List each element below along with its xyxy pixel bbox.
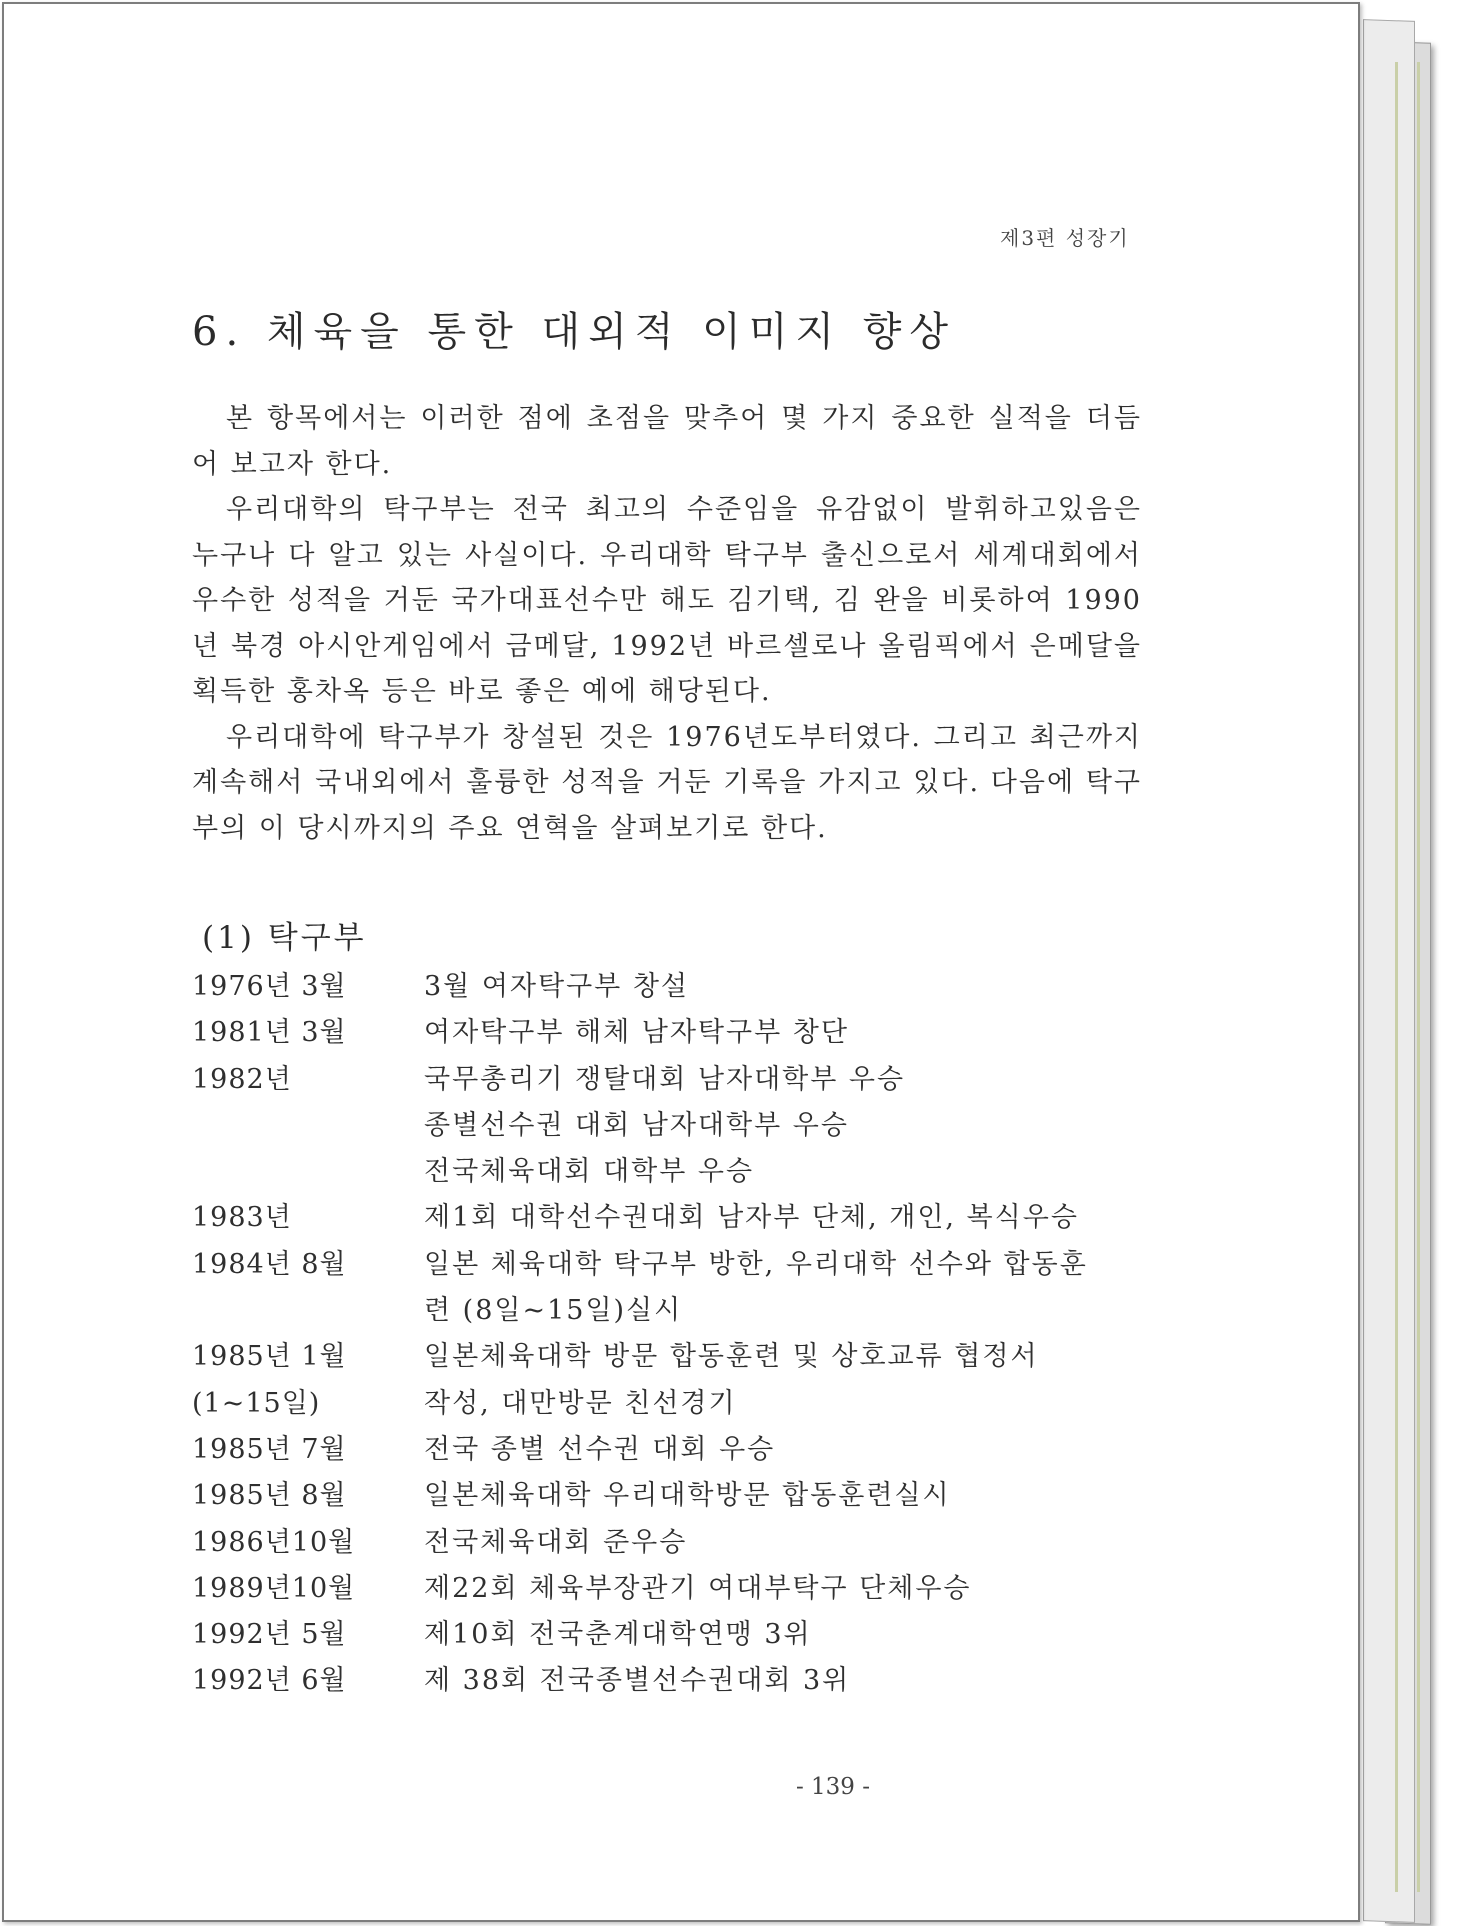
timeline-event: 일본체육대학 우리대학방문 합동훈련실시 (424, 1480, 951, 1512)
timeline-event: 련 (8일~15일)실시 (424, 1295, 683, 1327)
timeline-event: 제10회 전국춘계대학연맹 3위 (424, 1619, 812, 1651)
timeline-event: 전국 종별 선수권 대회 우승 (424, 1433, 776, 1465)
paragraph: 우리대학의 탁구부는 전국 최고의 수준임을 유감없이 발휘하고있음은 누구나 다 알고 있는 사실이다. 우리대학 탁구부 출신으로서 세계대회에서 우수한 성적을 거둔 국가대표선수만 해도 김기택, 김 완을 비롯하여 1990년 북경 아시안게임에서 금메달, 1992년 바르셀로나 올림픽에서 은메달을 획득한 홍차옥 등은 바로 좋은 예에 해당된다. (192, 494, 1142, 707)
timeline-date (192, 1149, 424, 1195)
timeline-event: 3월 여자탁구부 창설 (424, 971, 689, 1002)
running-header: 제3편 성장기 (1000, 226, 1130, 250)
timeline-date (192, 1103, 424, 1149)
timeline-row (192, 1242, 1142, 1288)
timeline-row (192, 1520, 1142, 1566)
page-number: - 139 - (795, 1774, 871, 1800)
timeline-date: 1992년 5월 (192, 1619, 347, 1651)
timeline-row (192, 1473, 1142, 1519)
timeline-row (192, 1057, 1142, 1103)
timeline-event: 제22회 체육부장관기 여대부탁구 단체우승 (424, 1572, 972, 1604)
timeline-row (192, 1103, 1142, 1149)
timeline-date: 1986년10월 (192, 1526, 356, 1558)
timeline-event: 국무총리기 쟁탈대회 남자대학부 우승 (424, 1063, 906, 1095)
body-text (192, 396, 1142, 851)
page-edge-line (1395, 62, 1398, 1892)
timeline-event: 일본 체육대학 탁구부 방한, 우리대학 선수와 합동훈 (424, 1248, 1088, 1280)
timeline-event: 일본체육대학 방문 합동훈련 및 상호교류 협정서 (424, 1341, 1039, 1373)
timeline-row (192, 964, 1142, 1010)
timeline-row (192, 1427, 1142, 1473)
document-page (2, 2, 1360, 1922)
timeline-event: 제 38회 전국종별선수권대회 3위 (424, 1665, 851, 1697)
book-page-edges (1355, 2, 1455, 1924)
timeline-date: 1981년 3월 (192, 1017, 347, 1049)
timeline-date: 1983년 (192, 1202, 292, 1234)
page-edge-middle (1363, 19, 1415, 1923)
timeline-row (192, 1566, 1142, 1612)
timeline-date: 1985년 8월 (192, 1480, 347, 1512)
timeline-date: (1~15일) (192, 1387, 321, 1419)
timeline-event: 전국체육대회 대학부 우승 (424, 1156, 755, 1188)
subsection-title: (1) 탁구부 (202, 920, 367, 956)
timeline-event: 여자탁구부 해체 남자탁구부 창단 (424, 1017, 849, 1049)
timeline-row (192, 1612, 1142, 1658)
timeline-row (192, 1149, 1142, 1195)
history-timeline (192, 964, 1142, 1705)
paragraph: 우리대학에 탁구부가 창설된 것은 1976년도부터였다. 그리고 최근까지 계속해서 국내외에서 훌륭한 성적을 거둔 기록을 가지고 있다. 다음에 탁구부의 이 당시까지의 주요 연혁을 살펴보기로 한다. (192, 721, 1142, 844)
paragraph: 본 항목에서는 이러한 점에 초점을 맞추어 몇 가지 중요한 실적을 더듬어 보고자 한다. (192, 403, 1142, 480)
timeline-date: 1989년10월 (192, 1572, 356, 1604)
timeline-date: 1985년 1월 (192, 1341, 347, 1373)
timeline-date: 1984년 8월 (192, 1248, 347, 1280)
timeline-row (192, 1288, 1142, 1334)
timeline-event: 전국체육대회 준우승 (424, 1526, 688, 1558)
timeline-date: 1982년 (192, 1063, 292, 1095)
timeline-row (192, 1381, 1142, 1427)
timeline-row (192, 1195, 1142, 1241)
timeline-event: 제1회 대학선수권대회 남자부 단체, 개인, 복식우승 (424, 1202, 1079, 1234)
timeline-date: 1985년 7월 (192, 1433, 347, 1465)
timeline-date: 1976년 3월 (192, 971, 347, 1002)
timeline-row (192, 1658, 1142, 1704)
timeline-date (192, 1288, 424, 1334)
timeline-event: 작성, 대만방문 친선경기 (424, 1387, 737, 1419)
page-edge-line (1417, 62, 1420, 1892)
section-title: 6. 체육을 통한 대외적 이미지 향상 (192, 309, 957, 355)
timeline-event: 종별선수권 대회 남자대학부 우승 (424, 1109, 849, 1141)
timeline-date: 1992년 6월 (192, 1665, 347, 1697)
timeline-row (192, 1334, 1142, 1380)
timeline-row (192, 1010, 1142, 1056)
